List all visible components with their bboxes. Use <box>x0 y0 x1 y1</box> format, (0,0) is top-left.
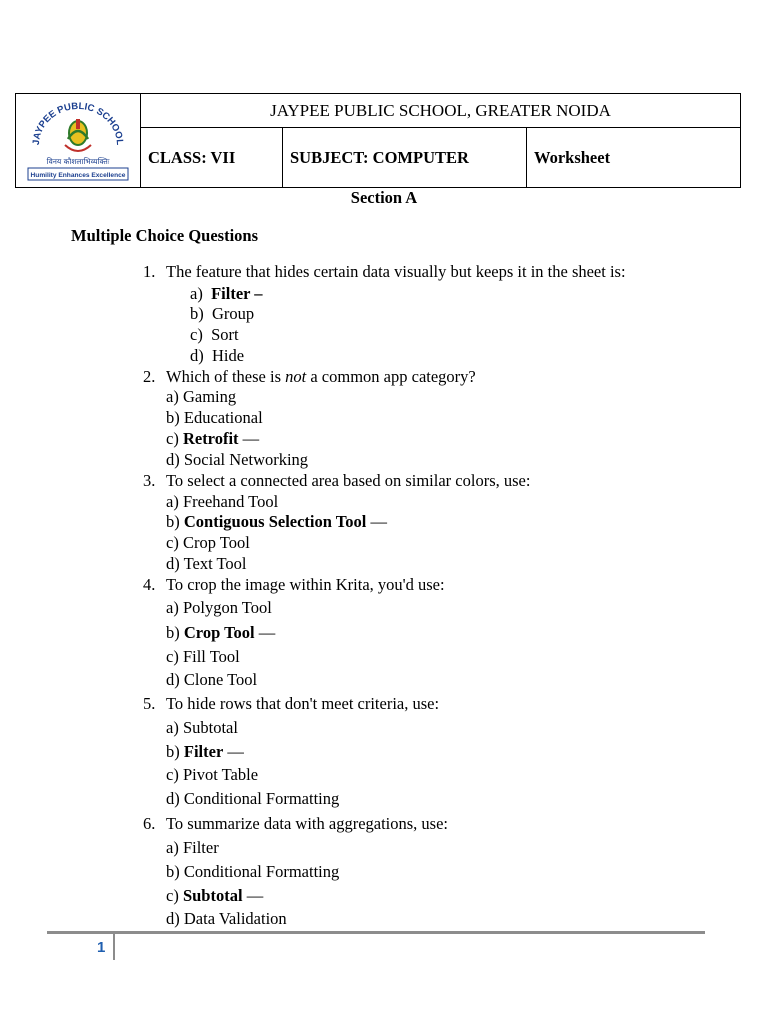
option-1a: a) Filter – <box>190 284 263 303</box>
option-3a: a) Freehand Tool <box>166 492 279 511</box>
option-1b: b) Group <box>190 304 255 323</box>
svg-text:JAYPEE PUBLIC SCHOOL: JAYPEE PUBLIC SCHOOL <box>30 100 126 145</box>
option-2b: b) Educational <box>166 408 263 427</box>
svg-text:Humility Enhances Excellence: Humility Enhances Excellence <box>30 171 126 179</box>
svg-text:विनय कौशलाभिव्यक्तिः: विनय कौशलाभिव्यक्तिः <box>46 156 110 166</box>
class-label: CLASS: VII <box>141 128 283 188</box>
mcq-title: Multiple Choice Questions <box>71 226 259 245</box>
doc-type-label: Worksheet <box>527 128 741 188</box>
option-2a: a) Gaming <box>166 387 237 406</box>
option-5a: a) Subtotal <box>166 718 238 737</box>
question-text: To summarize data with aggregations, use: <box>166 814 449 833</box>
subject-label: SUBJECT: COMPUTER <box>283 128 527 188</box>
question-text: To hide rows that don't meet criteria, use: <box>166 694 440 713</box>
page-number: 1 <box>97 939 106 956</box>
option-5c: c) Pivot Table <box>166 765 259 784</box>
page-number-divider <box>113 934 115 960</box>
option-6a: a) Filter <box>166 838 219 857</box>
option-2c: c) Retrofit — <box>166 429 260 448</box>
option-4d: d) Clone Tool <box>166 670 258 689</box>
footer-rule <box>47 931 705 934</box>
header-table <box>15 93 741 188</box>
option-1c: c) Sort <box>190 325 239 344</box>
option-5b: b) Filter — <box>166 742 244 761</box>
option-6c: c) Subtotal — <box>166 886 264 905</box>
question-text: Which of these is not a common app category? <box>166 367 476 386</box>
logo-cell <box>16 94 141 188</box>
option-6b: b) Conditional Formatting <box>166 862 340 881</box>
section-title: Section A <box>350 188 418 207</box>
school-logo <box>25 99 131 183</box>
option-2d: d) Social Networking <box>166 450 309 469</box>
option-6d: d) Data Validation <box>166 909 287 928</box>
school-name: JAYPEE PUBLIC SCHOOL, GREATER NOIDA <box>141 94 741 128</box>
question-text: To select a connected area based on similar colors, use: <box>166 471 531 490</box>
question-text: To crop the image within Krita, you'd use: <box>166 575 445 594</box>
option-4c: c) Fill Tool <box>166 647 240 666</box>
option-3c: c) Crop Tool <box>166 533 250 552</box>
question-text: The feature that hides certain data visually but keeps it in the sheet is: <box>166 262 626 281</box>
option-1d: d) Hide <box>190 346 245 365</box>
option-5d: d) Conditional Formatting <box>166 789 340 808</box>
option-4a: a) Polygon Tool <box>166 598 272 617</box>
option-4b: b) Crop Tool — <box>166 623 276 642</box>
option-3d: d) Text Tool <box>166 554 247 573</box>
option-3b: b) Contiguous Selection Tool — <box>166 512 387 531</box>
